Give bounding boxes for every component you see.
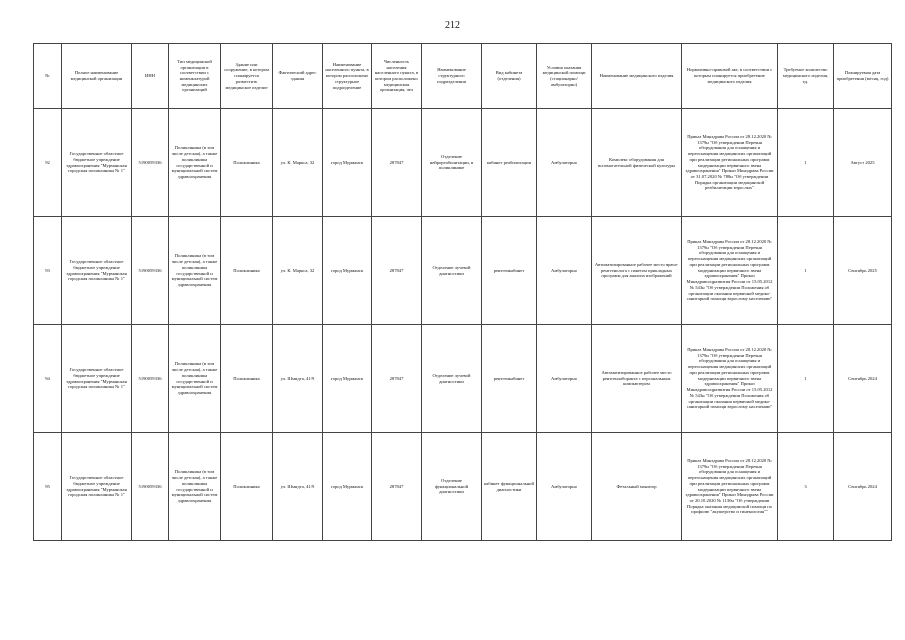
quantity: 1 bbox=[778, 325, 834, 433]
header-cell: Нормативно-правовой акт, в соответствии с которым планируется приобретение медицинского изделия bbox=[682, 44, 778, 109]
row-number: 95 bbox=[34, 433, 62, 541]
legal-act: Приказ Минздрава России от 28.12.2020 № 1379н "Об утверждении Перечня оборудования для оснащения и переоснащения медицинских организаций при реализации региональных программ модернизации первичного звена здравоохранения" Приказ Минздрава России от 20.10.2020 № 1130н "Об утверждении Порядка оказания медицинской помощи по профилю "акушерство и гинекология"" bbox=[682, 433, 778, 541]
address: ул. Шмидта, 41/9 bbox=[273, 325, 323, 433]
row-number: 93 bbox=[34, 217, 62, 325]
org-name: Государственное областное бюджетное учреждение здравоохранения "Мурманская городская поликлиника № 1" bbox=[62, 109, 132, 217]
locality: город Мурманск bbox=[323, 433, 372, 541]
room-type: рентгенкабинет bbox=[482, 217, 537, 325]
org-name: Государственное областное бюджетное учреждение здравоохранения "Мурманская городская поликлиника № 1" bbox=[62, 433, 132, 541]
room-type: кабинет функциональной диагностики bbox=[482, 433, 537, 541]
medical-devices-table bbox=[33, 43, 892, 541]
population: 287847 bbox=[372, 217, 422, 325]
org-type: Поликлиника (в том числе детская), а также поликлиника государственной и муниципальной систем здравоохранения bbox=[169, 109, 221, 217]
header-cell: Тип медицинской организации в соответствии с номенклатурой медицинских организаций bbox=[169, 44, 221, 109]
quantity: 3 bbox=[778, 433, 834, 541]
row-number: 92 bbox=[34, 109, 62, 217]
org-name: Государственное областное бюджетное учреждение здравоохранения "Мурманская городская поликлиника № 1" bbox=[62, 217, 132, 325]
legal-act: Приказ Минздрава России от 28.12.2020 № 1379н "Об утверждении Перечня оборудования для оснащения и переоснащения медицинских организаций при реализации региональных программ модернизации первичного звена здравоохранения" Приказ Минздравсоцразвития России от 15.05.2012 № 543н "Об утверждении Положения об организации оказания первичной медико-санитарной помощи взрослому населению" bbox=[682, 325, 778, 433]
locality: город Мурманск bbox=[323, 325, 372, 433]
device-name: Автоматизированное рабочее место рентгенлаборанта с персональным компьютером bbox=[592, 325, 682, 433]
population: 287847 bbox=[372, 433, 422, 541]
conditions: Амбулаторно bbox=[537, 217, 592, 325]
quantity: 1 bbox=[778, 217, 834, 325]
building: Поликлиника bbox=[221, 109, 273, 217]
header-cell: Требуемое количество медицинского изделия, ед. bbox=[778, 44, 834, 109]
locality: город Мурманск bbox=[323, 109, 372, 217]
building: Поликлиника bbox=[221, 325, 273, 433]
org-type: Поликлиника (в том числе детская), а также поликлиника государственной и муниципальной систем здравоохранения bbox=[169, 325, 221, 433]
header-cell: № bbox=[34, 44, 62, 109]
unit: Отделение лучевой диагностики bbox=[422, 217, 482, 325]
unit: Отделение лучевой диагностики bbox=[422, 325, 482, 433]
quantity: 1 bbox=[778, 109, 834, 217]
org-type: Поликлиника (в том числе детская), а также поликлиника государственной и муниципальной систем здравоохранения bbox=[169, 433, 221, 541]
header-cell: ИНН bbox=[132, 44, 169, 109]
address: ул. К. Маркса, 32 bbox=[273, 109, 323, 217]
address: ул. К. Маркса, 32 bbox=[273, 217, 323, 325]
building: Поликлиника bbox=[221, 217, 273, 325]
conditions: Амбулаторно bbox=[537, 325, 592, 433]
header-cell: Планируемая дата приобретения (месяц, год) bbox=[834, 44, 892, 109]
header-cell: Наименование структурного подразделения bbox=[422, 44, 482, 109]
conditions: Амбулаторно bbox=[537, 109, 592, 217]
table-row bbox=[34, 217, 892, 325]
building: Поликлиника bbox=[221, 433, 273, 541]
table-row bbox=[34, 325, 892, 433]
purchase-date: Сентябрь 2024 bbox=[834, 325, 892, 433]
table-header-row bbox=[34, 44, 892, 109]
legal-act: Приказ Минздрава России от 28.12.2020 № 1379н "Об утверждении Перечня оборудования для оснащения и переоснащения медицинских организаций при реализации региональных программ модернизации первичного звена здравоохранения" Приказ Минздравсоцразвития России от 15.05.2012 № 543н "Об утверждении Положения об организации оказания первичной медико-санитарной помощи взрослому населению" bbox=[682, 217, 778, 325]
inn: 5190059336 bbox=[132, 217, 169, 325]
room-type: рентгенкабинет bbox=[482, 325, 537, 433]
device-name: Автоматизированное рабочее место врача-рентгенолога с пакетом прикладных программ для анализа изображений bbox=[592, 217, 682, 325]
header-cell: Полное наименование медицинской организации bbox=[62, 44, 132, 109]
page-number: 212 bbox=[445, 20, 460, 31]
inn: 5190059336 bbox=[132, 433, 169, 541]
unit: Отделение функциональной диагностики bbox=[422, 433, 482, 541]
purchase-date: Сентябрь 2025 bbox=[834, 217, 892, 325]
header-cell: Вид кабинета (отделения) bbox=[482, 44, 537, 109]
org-type: Поликлиника (в том числе детская), а также поликлиника государственной и муниципальной систем здравоохранения bbox=[169, 217, 221, 325]
inn: 5190059336 bbox=[132, 109, 169, 217]
population: 287847 bbox=[372, 325, 422, 433]
device-name: Фетальный монитор bbox=[592, 433, 682, 541]
header-cell: Фактический адрес здания bbox=[273, 44, 323, 109]
population: 287847 bbox=[372, 109, 422, 217]
row-number: 94 bbox=[34, 325, 62, 433]
locality: город Мурманск bbox=[323, 217, 372, 325]
header-cell: Здание или сооружение, в котором планируется разместить медицинское изделие bbox=[221, 44, 273, 109]
header-cell: Наименование населенного пункта, в котором расположено структурное подразделение bbox=[323, 44, 372, 109]
conditions: Амбулаторно bbox=[537, 433, 592, 541]
table-row bbox=[34, 109, 892, 217]
table-row bbox=[34, 433, 892, 541]
org-name: Государственное областное бюджетное учреждение здравоохранения "Мурманская городская поликлиника № 1" bbox=[62, 325, 132, 433]
inn: 5190059336 bbox=[132, 325, 169, 433]
room-type: кабинет реабилитации bbox=[482, 109, 537, 217]
purchase-date: Сентябрь 2024 bbox=[834, 433, 892, 541]
unit: Отделение нейрореабилитации, в поликлинике bbox=[422, 109, 482, 217]
header-cell: Наименование медицинского изделия bbox=[592, 44, 682, 109]
purchase-date: Август 2025 bbox=[834, 109, 892, 217]
device-name: Комплекс оборудования для вспомогательной физической культуры bbox=[592, 109, 682, 217]
address: ул. Шмидта, 41/9 bbox=[273, 433, 323, 541]
header-cell: Численность населения населенного пункта, в котором расположено медицинская организация, чел bbox=[372, 44, 422, 109]
legal-act: Приказ Минздрава России от 28.12.2020 № 1379н "Об утверждении Перечня оборудования для оснащения и переоснащения медицинских организаций при реализации региональных программ модернизации первичного звена здравоохранения" Приказ Минздрава России от 31.07.2020 № 788н "Об утверждении Порядка организации медицинской реабилитации взрослых" bbox=[682, 109, 778, 217]
header-cell: Условия оказания медицинской помощи (стационарно/амбулаторно) bbox=[537, 44, 592, 109]
